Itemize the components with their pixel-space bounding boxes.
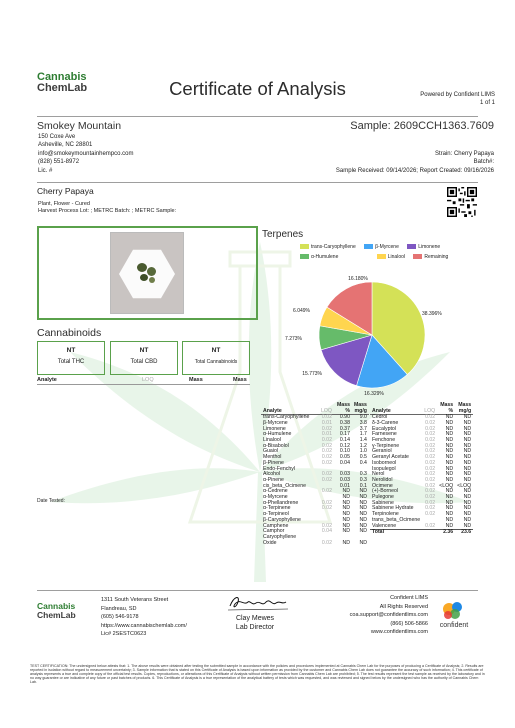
cell-mass-mgg: ND <box>359 499 367 506</box>
cell-analyte: Pulegone <box>372 494 394 501</box>
cell-mass-mgg: 0.3 <box>359 471 367 478</box>
cell-analyte: Geranyl Acetate <box>372 454 409 461</box>
cell-loq: 0.02 <box>321 425 332 432</box>
total-cannabinoids-label: Total Cannabinoids <box>194 359 238 365</box>
col-mass: Mass <box>233 377 247 383</box>
cell-mass-pct: ND <box>445 437 454 443</box>
cell-analyte: trans-Caryophyllene <box>263 414 310 421</box>
cell-analyte: α-Bisabolol <box>263 442 289 449</box>
cell-mass-pct: ND <box>445 476 454 483</box>
legend-swatch <box>413 254 422 259</box>
cell-analyte: α-Cedrene <box>263 488 288 495</box>
total-thc-label: Total THC <box>57 359 85 365</box>
legend-label: β-Myrcene <box>375 244 399 250</box>
director-block <box>180 614 330 632</box>
director-name: Clay Mewes <box>235 615 275 622</box>
cell-mass-pct: ND <box>445 465 454 472</box>
confident-rights: All Rights Reserved <box>379 603 428 610</box>
col-analyte: Analyte <box>37 377 57 383</box>
lab-license: Lic# 2SESTC0623 <box>101 631 147 638</box>
cell-mass-mgg: ND <box>463 471 472 478</box>
sample-photo[interactable] <box>110 232 184 314</box>
product-lots: Harvest Process Lot: ; METRC Batch: ; METRC Sample: <box>38 208 177 214</box>
cell-analyte: Guaiol <box>263 448 278 455</box>
divider <box>37 116 478 117</box>
total-cbd-label: Total CBD <box>130 359 158 365</box>
cell-mass-mgg: ND <box>359 488 367 495</box>
cell-analyte: Terpinolene <box>372 511 399 518</box>
cell-analyte: Ocimene <box>372 482 393 489</box>
terpenes-legend <box>300 242 480 262</box>
cell-loq: 0.02 <box>425 437 436 443</box>
cell-loq: 0.02 <box>425 511 436 518</box>
client-address2: Asheville, NC 28801 <box>38 142 93 149</box>
total-cannabinoids-box <box>182 341 250 375</box>
footer-logo-line2: ChemLab <box>37 610 76 620</box>
col-mass: Mass <box>189 377 203 383</box>
cell-loq: 0.02 <box>321 442 332 449</box>
page-number: 1 of 1 <box>479 100 495 106</box>
cell-analyte: Geraniol <box>372 448 392 455</box>
cell-mass-pct: ND <box>342 516 350 523</box>
terpenes-title: Terpenes <box>262 229 304 240</box>
cell-mass-mgg: 0.1 <box>359 482 367 489</box>
col-loq: LOQ <box>319 403 334 415</box>
cell-loq: 0.02 <box>425 465 436 472</box>
confident-logo-text: confident <box>439 622 469 629</box>
legend-swatch <box>407 244 416 249</box>
client-name: Smokey Mountain <box>37 120 122 132</box>
cell-mass-pct: 0.10 <box>339 448 350 455</box>
col-mass: Mass <box>440 402 454 408</box>
cell-mass-pct: ND <box>342 511 350 518</box>
cell-analyte: Isoborneol <box>372 459 397 466</box>
client-email: info@smokeymountainhempco.com <box>38 150 134 157</box>
col-mass: Mass <box>336 402 350 408</box>
cell-mass-mgg: ND <box>359 528 367 535</box>
cell-mass-mgg: ND <box>463 448 472 455</box>
footer-logo-line1: Cannabis <box>37 601 76 611</box>
cell-mass-pct: 0.38 <box>339 419 350 426</box>
cell-mass-mgg: 23.6 <box>455 530 473 536</box>
cell-mass-pct: ND <box>342 494 350 501</box>
cell-analyte: Caryophyllene <box>263 533 297 540</box>
cell-analyte: Nerol <box>372 471 385 478</box>
cell-mass-mgg: 0.4 <box>359 459 367 466</box>
cell-mass-pct: ND <box>445 522 454 529</box>
cell-mass-pct: <LOQ <box>439 482 454 489</box>
cell-mass-pct: 0.14 <box>339 437 350 443</box>
legend-item <box>300 242 356 252</box>
legend-swatch <box>364 244 373 249</box>
cell-mass-mgg: ND <box>359 516 367 523</box>
terpenes-table-left <box>261 403 369 546</box>
cell-mass-mgg: ND <box>463 442 472 449</box>
legend-item <box>300 252 338 262</box>
cell-loq: 0.02 <box>425 494 436 501</box>
cell-analyte: δ-3-Carene <box>372 419 399 426</box>
cell-analyte: Sabinene <box>372 499 394 506</box>
lab-city: Flandreau, SD <box>101 605 137 612</box>
confident-phone: (866) 506-5866 <box>390 620 428 627</box>
client-address <box>38 133 133 175</box>
cell-analyte: α-Phellandrene <box>263 499 299 506</box>
cell-loq: 0.02 <box>321 459 332 466</box>
cell-analyte: cis_beta_Ocimene <box>263 482 306 489</box>
cell-loq: 0.02 <box>425 476 436 483</box>
cell-mass-mgg: ND <box>463 419 472 426</box>
cell-loq: 0.02 <box>321 437 332 443</box>
cell-analyte: Total <box>370 530 422 536</box>
cell-mass-pct: 0.01 <box>339 482 350 489</box>
cell-analyte: Camphene <box>263 522 289 529</box>
divider <box>37 182 478 183</box>
client-license: Lic. # <box>38 167 53 174</box>
product-name: Cherry Papaya <box>37 186 94 196</box>
cell-mass-mgg: ND <box>463 522 472 529</box>
cell-analyte: β-Caryophyllene <box>263 516 301 523</box>
col-loq: LOQ <box>142 377 154 383</box>
cell-analyte: Camphor <box>263 528 285 535</box>
lab-phone: (605) 546-9178 <box>101 614 139 621</box>
cell-mass-pct: ND <box>445 505 454 512</box>
total-row <box>370 530 473 536</box>
cell-analyte: Endo-Fenchyl <box>263 465 296 472</box>
cell-mass-mgg: ND <box>463 511 472 518</box>
cell-mass-pct: ND <box>445 454 454 461</box>
cell-analyte: Oxide <box>263 539 277 546</box>
legend-item <box>407 242 440 252</box>
cell-mass-pct: ND <box>342 522 350 529</box>
sample-id: Sample: 2609CCH1363.7609 <box>350 120 494 132</box>
cell-mass-mgg: ND <box>463 505 472 512</box>
cell-loq: 0.02 <box>321 488 332 495</box>
cell-mass-pct: 2.36 <box>437 530 455 536</box>
cell-mass-mgg: 1.7 <box>359 431 367 438</box>
cell-loq: 0.02 <box>321 476 332 483</box>
cell-analyte: α-Pinene <box>263 476 284 483</box>
col-pct: % <box>334 409 352 415</box>
lab-website[interactable]: https://www.cannabischemlab.com/ <box>101 622 187 629</box>
cannabinoids-title: Cannabinoids <box>37 327 102 339</box>
cell-mass-pct: ND <box>342 505 350 512</box>
col-analyte: Analyte <box>261 403 319 415</box>
cell-analyte: Linalool <box>263 437 281 443</box>
cell-analyte: Cedrol <box>372 414 388 421</box>
cell-mass-pct: ND <box>445 425 454 432</box>
total-cannabinoids-value: NT <box>211 347 221 354</box>
powered-by <box>420 91 495 107</box>
cell-mass-mgg: 3.8 <box>359 419 367 426</box>
sample-photo-frame <box>37 226 258 320</box>
cell-loq: 0.02 <box>321 471 332 478</box>
cell-analyte: Limonene <box>263 425 286 432</box>
cell-analyte: γ-Terpinene <box>372 442 400 449</box>
pie-label: 6.049% <box>293 308 310 314</box>
cell-loq: 0.02 <box>321 454 332 461</box>
cell-loq: 0.02 <box>425 454 436 461</box>
cell-mass-mgg: ND <box>463 414 472 421</box>
cell-loq: 0.02 <box>425 419 436 426</box>
cell-mass-pct: ND <box>445 419 454 426</box>
sample-bud <box>147 267 156 276</box>
director-signature <box>226 592 290 614</box>
cell-mass-mgg: 0.5 <box>359 454 367 461</box>
cell-mass-pct: 0.04 <box>339 459 350 466</box>
legend-label: α-Humulene <box>311 254 339 260</box>
cell-loq: 0.02 <box>321 448 332 455</box>
cell-mass-mgg: ND <box>463 488 472 495</box>
product-type: Plant, Flower - Cured <box>38 201 90 207</box>
cell-mass-pct: ND <box>342 528 350 535</box>
cell-mass-mgg: 9.0 <box>359 414 367 421</box>
cell-mass-pct: ND <box>445 516 454 523</box>
footer-lab-logo <box>37 602 89 620</box>
cell-analyte: Menthol <box>263 454 282 461</box>
cell-loq: 0.02 <box>425 425 436 432</box>
legend-item <box>364 242 399 252</box>
date-tested: Date Tested: <box>37 498 65 504</box>
cell-mass-mgg: ND <box>359 511 367 518</box>
cell-analyte: Valencene <box>372 522 397 529</box>
col-mass: Mass <box>458 402 472 408</box>
cell-mass-mgg: ND <box>463 516 472 523</box>
logo-line1: Cannabis <box>37 71 87 83</box>
legend-item <box>377 252 405 262</box>
col-mgg: mg/g <box>455 409 473 415</box>
cell-analyte: α-Terpineol <box>263 511 289 518</box>
page-title: Certificate of Analysis <box>169 78 346 99</box>
col-pct: % <box>437 409 455 415</box>
cell-mass-mgg: ND <box>463 476 472 483</box>
cannabinoids-table-header <box>37 376 250 385</box>
legend-label: trans-Caryophyllene <box>311 244 356 250</box>
cell-loq: 0.02 <box>321 505 332 512</box>
confident-name: Confident LIMS <box>390 595 428 601</box>
cell-analyte: trans_beta_Ocimene <box>372 516 421 523</box>
cell-analyte: β-Myrcene <box>263 419 288 426</box>
total-thc-value: NT <box>66 347 76 354</box>
confident-logo <box>433 598 475 630</box>
cell-analyte: β-Pinene <box>263 459 284 466</box>
divider <box>37 590 478 591</box>
cell-loq: 0.02 <box>425 459 436 466</box>
cell-mass-mgg: 1.4 <box>359 437 367 443</box>
total-cbd-box <box>110 341 178 375</box>
test-certification: TEST CERTIFICATION: The undersigned below attests that: 1. The above results were obtained after testing the submitted sample in accordance with the policies and procedures implemented at Cannabis Chem Lab for the purposes of producing a Certificate of Analysis; 2. Results are reported in isolation without regard to measurement uncertainty; 3. Sample information that is stated on this Certificate of Analysis is based upon information as provided by the customer and Cannabis Chem Lab does not guarantee the accuracy of such information; 4. This certificate of analysis represents a true and complete copy of the official test results. Copies, reproductions, or alterations of this Certificate of Analysis without written permission from Cannabis Chem Lab are prohibited; 5. The test results represent the test sample as received by the laboratory and in no way guarantee or are indicative of any future or past batches of products. 6. This Certificate of Analysis is a true representation of the analytical battery of tests which was requested, and was reviewed and signed below by the undersigned who has the authority of Cannabis Chem Lab. <box>30 664 485 685</box>
cell-mass-pct: ND <box>445 459 454 466</box>
cell-loq: 0.02 <box>425 448 436 455</box>
cell-loq: 0.02 <box>425 522 436 529</box>
pie-label: 15.773% <box>302 371 322 377</box>
logo-line2: ChemLab <box>37 82 88 94</box>
cell-mass-mgg: ND <box>463 425 472 432</box>
cell-loq: 0.02 <box>425 499 436 506</box>
cell-mass-mgg: ND <box>463 437 472 443</box>
cell-mass-pct: ND <box>445 471 454 478</box>
cell-analyte: (+)-Borneol <box>372 488 399 495</box>
cell-loq: 0.02 <box>425 414 436 421</box>
cell-mass-mgg: ND <box>463 494 472 501</box>
client-phone: (828) 551-8972 <box>38 159 80 166</box>
batch: Batch#: <box>473 159 494 166</box>
pie-label: 38.396% <box>422 311 442 317</box>
cell-loq: 0.02 <box>321 499 332 506</box>
cell-mass-pct: ND <box>445 431 454 438</box>
cell-mass-pct: 0.90 <box>339 414 350 421</box>
cell-analyte: α-Humulene <box>263 431 292 438</box>
cell-mass-mgg: ND <box>463 431 472 438</box>
cell-loq: 0.02 <box>321 414 332 421</box>
cell-analyte: Sabinene Hydrate <box>372 505 414 512</box>
cell-loq: 0.04 <box>321 528 332 535</box>
client-address1: 150 Coxe Ave <box>38 134 76 140</box>
terpenes-table-right <box>370 403 473 536</box>
confident-email[interactable]: coa.support@confidentlims.com <box>349 612 428 619</box>
cell-mass-pct: ND <box>445 414 454 421</box>
director-title: Lab Director <box>235 624 275 631</box>
strain: Strain: Cherry Papaya <box>434 151 494 157</box>
cell-mass-pct: 0.17 <box>339 431 350 438</box>
cell-analyte: Alcohol <box>263 471 281 478</box>
cell-mass-pct: ND <box>445 499 454 506</box>
confident-website[interactable]: www.confidentlims.com <box>370 629 428 636</box>
cell-mass-pct: ND <box>445 488 454 495</box>
cell-mass-pct: ND <box>342 539 350 546</box>
cell-mass-pct: 0.37 <box>339 425 350 432</box>
cell-mass-pct: 0.12 <box>339 442 350 449</box>
total-thc-box <box>37 341 105 375</box>
col-mgg: mg/g <box>352 409 369 415</box>
terpenes-pie-chart <box>262 268 482 408</box>
cell-mass-pct: 0.05 <box>339 454 350 461</box>
cell-mass-pct: 0.03 <box>339 476 350 483</box>
cell-mass-mgg: ND <box>359 505 367 512</box>
cell-mass-mgg: ND <box>359 539 367 546</box>
legend-label: Linalool <box>387 254 405 260</box>
col-loq: LOQ <box>422 403 437 415</box>
lab-address <box>101 596 187 639</box>
cell-mass-pct: ND <box>445 448 454 455</box>
cell-mass-mgg: ND <box>359 522 367 529</box>
cell-loq: 0.02 <box>425 505 436 512</box>
legend-item <box>413 252 448 262</box>
qr-code[interactable] <box>447 187 477 217</box>
col-mass: Mass <box>353 402 367 408</box>
pie-label: 16.329% <box>364 391 384 397</box>
powered-by-text: Powered by Confident LIMS <box>420 92 495 98</box>
cell-mass-mgg: ND <box>463 454 472 461</box>
cell-mass-mgg: ND <box>463 499 472 506</box>
sample-details <box>336 150 494 175</box>
cell-mass-mgg: <LOQ <box>457 482 472 489</box>
cell-mass-mgg: 1.0 <box>359 448 367 455</box>
cell-mass-pct: ND <box>445 494 454 501</box>
sample-dates: Sample Received: 09/14/2026; Report Created: 09/16/2026 <box>335 167 494 174</box>
cell-analyte: Nerolidol <box>372 476 393 483</box>
cell-mass-pct: ND <box>445 442 454 449</box>
col-analyte: Analyte <box>370 403 422 415</box>
confident-info <box>350 594 428 637</box>
cell-mass-pct: ND <box>342 499 350 506</box>
cell-mass-pct: ND <box>342 488 350 495</box>
cell-analyte: Fenchone <box>372 437 396 443</box>
cell-loq: 0.02 <box>425 442 436 449</box>
cell-analyte: Farnesene <box>372 431 397 438</box>
cell-analyte: α-Myrcene <box>263 494 288 501</box>
sample-bud <box>149 277 155 283</box>
cell-loq: 0.01 <box>321 431 332 438</box>
legend-swatch <box>300 244 309 249</box>
cell-mass-pct: 0.03 <box>339 471 350 478</box>
legend-label: Limonene <box>418 244 441 250</box>
pie-label: 16.180% <box>348 276 368 282</box>
legend-swatch <box>377 254 386 259</box>
cell-mass-mgg: 3.7 <box>359 425 367 432</box>
table-header-row <box>370 403 473 409</box>
legend-swatch <box>300 254 309 259</box>
cell-mass-pct: ND <box>445 511 454 518</box>
cell-loq: 0.02 <box>425 471 436 478</box>
cell-loq: 0.02 <box>425 488 436 495</box>
table-row <box>261 541 369 547</box>
sample-bud <box>137 263 147 272</box>
sample-bud <box>140 274 148 281</box>
cell-mass-mgg: 1.2 <box>359 442 367 449</box>
cell-loq: 0.02 <box>425 431 436 438</box>
cell-analyte: Eucalyptol <box>372 425 396 432</box>
cell-loq: 0.02 <box>321 522 332 529</box>
product-info <box>38 201 176 215</box>
cell-mass-mgg: ND <box>463 465 472 472</box>
cell-loq <box>422 530 437 536</box>
total-cbd-value: NT <box>139 347 149 354</box>
cell-analyte: α-Terpinene <box>263 505 291 512</box>
pie-label: 7.273% <box>285 336 302 342</box>
cell-loq: 0.02 <box>425 482 436 489</box>
cell-mass-mgg: 0.3 <box>359 476 367 483</box>
cell-analyte: Isopulegol <box>372 465 396 472</box>
legend-label: Remaining <box>424 254 449 260</box>
lab-street: 1311 South Veterans Street <box>101 597 169 603</box>
cell-loq: 0.02 <box>321 539 332 546</box>
cell-loq: 0.01 <box>321 419 332 426</box>
cell-mass-mgg: ND <box>463 459 472 466</box>
cell-mass-mgg: ND <box>359 494 367 501</box>
